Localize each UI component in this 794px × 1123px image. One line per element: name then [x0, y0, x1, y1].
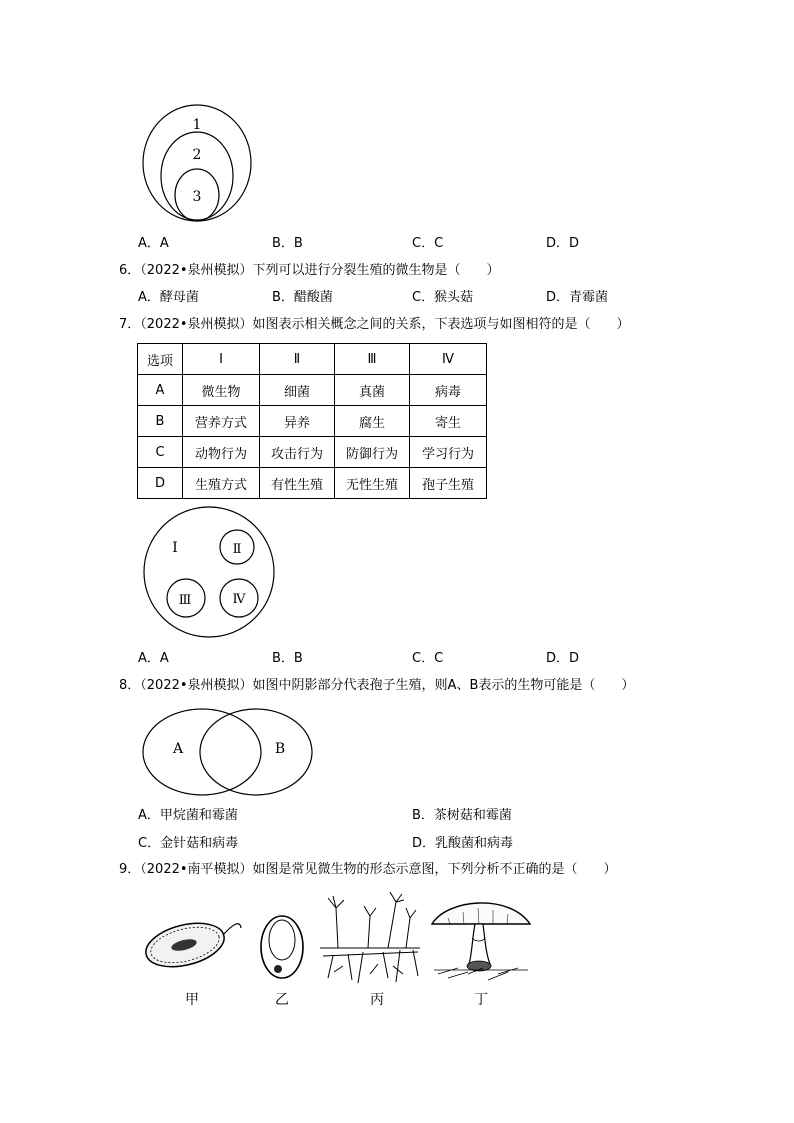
table-cell: 真菌: [335, 375, 410, 406]
q6-option-c[interactable]: C．猴头菇: [412, 290, 474, 305]
q5-circle-2: [161, 132, 233, 220]
table-row: [138, 437, 487, 468]
bacterium-illustration: [141, 916, 241, 974]
q8-ellipse-a: [143, 709, 261, 795]
q9-microorganism-figure: [138, 888, 538, 988]
q7-option-b[interactable]: B．B: [272, 651, 303, 666]
table-cell: 寄生: [410, 406, 487, 437]
table-header-cell: Ⅰ: [183, 344, 260, 375]
q6-option-b[interactable]: B．醋酸菌: [272, 290, 333, 305]
q8-number: 8．: [119, 678, 141, 693]
q5-option-a[interactable]: A．A: [138, 236, 169, 251]
q8-option-a[interactable]: A．甲烷菌和霉菌: [138, 808, 238, 823]
table-cell: 微生物: [183, 375, 260, 406]
q7-option-c[interactable]: C．C: [412, 651, 444, 666]
mold-illustration: [320, 892, 420, 983]
q7-number: 7．: [119, 317, 141, 332]
q8-stem: 如图中阴影部分代表孢子生殖，则A、B表示的生物可能是（ ）: [252, 678, 635, 693]
table-cell: 动物行为: [183, 437, 260, 468]
q5-option-b[interactable]: B．B: [272, 236, 303, 251]
q8-venn-diagram: [140, 706, 315, 798]
q8-option-c[interactable]: C．金针菇和病毒: [138, 836, 239, 851]
table-cell: 防御行为: [335, 437, 410, 468]
q6-number: 6．: [119, 263, 141, 278]
table-row: [138, 468, 487, 499]
q9-label-bing: 丙: [370, 992, 384, 1008]
q6-question: [119, 263, 500, 279]
q5-label-2: 2: [192, 147, 202, 163]
q6-option-d[interactable]: D．青霉菌: [546, 290, 609, 305]
q8-option-d[interactable]: D．乳酸菌和病毒: [412, 836, 514, 851]
table-header-cell: 选项: [138, 344, 183, 375]
table-cell: C: [138, 437, 183, 468]
q9-label-yi: 乙: [275, 992, 289, 1008]
q8-label-a: A: [172, 741, 184, 757]
q9-stem: 如图是常见微生物的形态示意图，下列分析不正确的是（ ）: [252, 862, 617, 877]
q6-stem: 下列可以进行分裂生殖的微生物是（ ）: [252, 263, 500, 278]
q7-concept-table: [137, 343, 487, 499]
q7-circle-i: [144, 507, 274, 637]
table-cell: 学习行为: [410, 437, 487, 468]
table-cell: 攻击行为: [260, 437, 335, 468]
table-cell: 无性生殖: [335, 468, 410, 499]
table-cell: 异养: [260, 406, 335, 437]
q7-option-d[interactable]: D．D: [546, 651, 580, 666]
q5-label-1: 1: [192, 117, 202, 133]
q9-number: 9．: [119, 862, 141, 877]
q7-label-ii: Ⅱ: [232, 542, 242, 557]
table-cell: D: [138, 468, 183, 499]
table-header-row: [138, 344, 487, 375]
q9-label-jia: 甲: [185, 992, 199, 1008]
q7-label-iii: Ⅲ: [178, 593, 192, 608]
q7-concept-diagram: [140, 505, 278, 641]
q6-option-a[interactable]: A．酵母菌: [138, 290, 199, 305]
mushroom-illustration: [432, 903, 530, 980]
table-cell: 病毒: [410, 375, 487, 406]
table-cell: 孢子生殖: [410, 468, 487, 499]
table-cell: 有性生殖: [260, 468, 335, 499]
q7-stem: 如图表示相关概念之间的关系，下表选项与如图相符的是（ ）: [252, 317, 630, 332]
q7-label-iv: Ⅳ: [232, 592, 246, 607]
q9-question: [119, 862, 617, 878]
q6-source: （2022•泉州模拟）: [140, 263, 253, 278]
q9-label-ding: 丁: [474, 992, 488, 1008]
table-cell: 生殖方式: [183, 468, 260, 499]
q8-question: [119, 678, 634, 694]
table-header-cell: Ⅲ: [335, 344, 410, 375]
table-cell: 腐生: [335, 406, 410, 437]
table-cell: 营养方式: [183, 406, 260, 437]
table-cell: A: [138, 375, 183, 406]
q8-option-b[interactable]: B．茶树菇和霉菌: [412, 808, 512, 823]
table-row: [138, 406, 487, 437]
q5-option-d[interactable]: D．D: [546, 236, 580, 251]
q8-label-b: B: [274, 741, 286, 757]
q5-nested-circles-diagram: [140, 100, 256, 224]
q8-ellipse-b: [200, 709, 312, 795]
q8-source: （2022•泉州模拟）: [140, 678, 253, 693]
q7-label-i: Ⅰ: [172, 540, 178, 556]
q9-source: （2022•南平模拟）: [140, 862, 253, 877]
table-cell: B: [138, 406, 183, 437]
q7-source: （2022•泉州模拟）: [140, 317, 253, 332]
q5-option-c[interactable]: C．C: [412, 236, 444, 251]
table-row: [138, 375, 487, 406]
yeast-illustration: [261, 916, 303, 978]
table-header-cell: Ⅱ: [260, 344, 335, 375]
q7-question: [119, 317, 630, 333]
table-cell: 细菌: [260, 375, 335, 406]
q7-option-a[interactable]: A．A: [138, 651, 169, 666]
q5-label-3: 3: [192, 189, 202, 205]
table-header-cell: Ⅳ: [410, 344, 487, 375]
